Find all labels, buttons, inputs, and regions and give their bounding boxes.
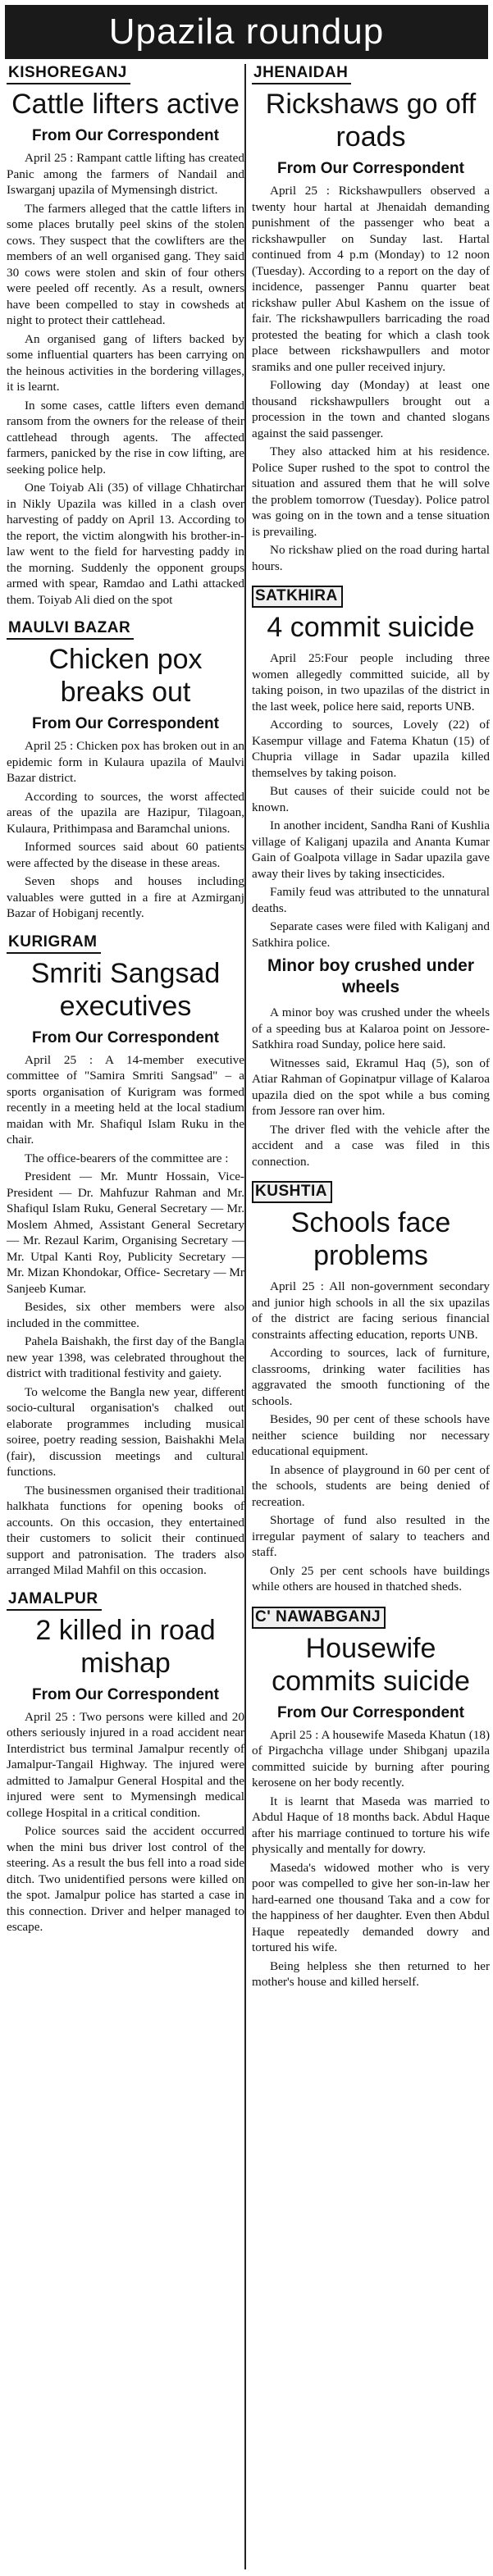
story-byline: From Our Correspondent bbox=[31, 1028, 219, 1046]
left-column bbox=[7, 64, 244, 1947]
story-location: KURIGRAM bbox=[7, 933, 101, 954]
right-column bbox=[252, 64, 490, 2002]
story-location: KISHOREGANJ bbox=[7, 64, 130, 84]
page-banner bbox=[5, 5, 488, 59]
story-paragraph: President — Mr. Muntr Hossain, Vice-President — Dr. Mahfuzur Rahman and Mr. Shafiqul Islam Ruku, General Secretary — Mr. Moslem Ahmed, Assistant General Secretary — Mr. Rezaul Karim, Organising Secretary — Mr. Utpal Kanti Roy, Publicity Secretary — Mr. Mizan Khondokar, Office- Secretary — Mr Sanjeeb Kumar. bbox=[7, 1169, 244, 1296]
story-schools bbox=[252, 1181, 490, 1595]
story-body bbox=[7, 150, 244, 608]
story-paragraph: Besides, 90 per cent of these schools have neither science building nor necessary educational equipment. bbox=[252, 1412, 490, 1458]
story-body bbox=[252, 650, 490, 951]
story-paragraph: According to sources, lack of furniture, classrooms, drinking water facilities has aggravated the smooth functioning of the schools. bbox=[252, 1346, 490, 1408]
story-headline: Chicken pox breaks out bbox=[48, 644, 203, 708]
story-cattle-lifters bbox=[7, 64, 244, 608]
story-headline: 2 killed in road mishap bbox=[35, 1614, 216, 1679]
story-headline: Cattle lifters active bbox=[11, 89, 240, 120]
story-location: SATKHIRA bbox=[252, 586, 343, 608]
story-paragraph: It is learnt that Maseda was married to Abdul Haque of 18 months back. Abdul Haque after his marriage continued to torture his wife physically and mentally for dowry. bbox=[252, 1794, 490, 1856]
story-paragraph: April 25 : Rickshawpullers observed a twenty hour hartal at Jhenaidah demanding punishment of the passenger who beat a rickshawpuller on Sunday last. Hartal continued from 4 p.m (Monday) to 12 noon (Tuesday). According to a report on the day of incidence, passenger Pannu quarter beat rickshaw puller Abul Kashem on the issue of fair. The rickshawpullers barricading the road protested the beating for which a clash took place between rickshawpullers and motor sramiks and one puller received injury. bbox=[252, 184, 490, 374]
story-paragraph: Witnesses said, Ekramul Haq (5), son of Atiar Rahman of Gopinatpur village of Kalaroa upazila died on the spot while a bus coming from Jessore ran over him. bbox=[252, 1055, 490, 1118]
story-paragraph: A minor boy was crushed under the wheels of a speeding bus at Kalaroa point on Jessore-Satkhira road Sunday, police here said. bbox=[252, 1005, 490, 1051]
story-paragraph: Family feud was attributed to the unnatural deaths. bbox=[252, 885, 490, 915]
story-body bbox=[7, 1709, 244, 1935]
story-paragraph: In absence of playground in 60 per cent of the schools, students are being denied of recreation. bbox=[252, 1462, 490, 1509]
story-paragraph: April 25 : Two persons were killed and 20 others seriously injured in a road accident near Interdistrict bus terminal Jamalpur recently of Jamalpur-Tangail Highway. The injured were admitted to Jamalpur General Hospital and the injured were sent to Mymensingh medical college Hospital in a critical condition. bbox=[7, 1709, 244, 1820]
story-paragraph: Separate cases were filed with Kaliganj and Satkhira police. bbox=[252, 919, 490, 950]
story-location: JAMALPUR bbox=[7, 1590, 102, 1611]
story-paragraph: The farmers alleged that the cattle lifters in some places brutally peel skins of the stolen cows. They suspect that the cowlifters are the members of an well organised gang. They said 30 cows were stolen and skin of four others were peeled off recently. As a result, owners have been compelled to stay in cowsheds at night to protect their cattlehead. bbox=[7, 201, 244, 327]
story-headline: 4 commit suicide bbox=[267, 612, 475, 643]
story-body bbox=[7, 738, 244, 922]
story-body bbox=[252, 1727, 490, 1990]
column-divider bbox=[244, 64, 246, 2569]
story-paragraph: One Toiyab Ali (35) of village Chhatirchar in Nikly Upazila was killed in a clash over harvesting of paddy on April 13. According to the report, the victim alongwith his brother-in-law went to the field for harvesting paddy in the morning. Suddenly the opponent groups armed with spear, Ramdao and Lathi attacked them. Toiyab Ali died on the spot bbox=[7, 481, 244, 607]
story-paragraph: Seven shops and houses including valuables were gutted in a fire at Azmirganj Bazar of Hobiganj recently. bbox=[7, 874, 244, 920]
story-rickshaws bbox=[252, 64, 490, 574]
story-headline: Schools face problems bbox=[290, 1207, 451, 1271]
page-title: Upazila roundup bbox=[108, 11, 385, 52]
story-body bbox=[252, 1279, 490, 1595]
story-paragraph: According to sources, the worst affected areas of the upazila are Hazipur, Tilagoan, Kulaura, Prithimpasa and Baramchal unions. bbox=[7, 789, 244, 836]
story-byline: From Our Correspondent bbox=[31, 127, 219, 144]
story-sub-body bbox=[252, 1005, 490, 1169]
story-byline: From Our Correspondent bbox=[276, 1703, 464, 1721]
story-chicken-pox bbox=[7, 619, 244, 922]
story-headline: Housewife commits suicide bbox=[272, 1632, 470, 1697]
story-paragraph: The businessmen organised their traditional halkhata functions for opening books of accounts. On this occasion, they entertained their customers to solicit their continued support and patronisation. The traders also arranged Milad Mahfil on this occasion. bbox=[7, 1483, 244, 1577]
story-paragraph: They also attacked him at his residence. Police Super rushed to the spot to control the situation and assured them that he will solve the problem tomorrow (Tuesday). Police patrol was going on in the town and a tense situation is prevailing. bbox=[252, 445, 490, 539]
story-byline: From Our Correspondent bbox=[31, 715, 219, 732]
story-paragraph: Pahela Baishakh, the first day of the Bangla new year 1398, was celebrated throughout the district with traditional festivity and gaiety. bbox=[7, 1334, 244, 1380]
story-body bbox=[252, 183, 490, 574]
story-location: JHENAIDAH bbox=[252, 64, 351, 84]
story-location: MAULVI BAZAR bbox=[7, 619, 134, 640]
story-paragraph: The office-bearers of the committee are : bbox=[25, 1151, 229, 1165]
story-paragraph: In another incident, Sandha Rani of Kushlia village of Kaliganj upazila and Ananta Kumar Gain of Goalpota village in Sadar upazila gave away their lives by taking insecticides. bbox=[252, 818, 490, 881]
story-paragraph: Besides, six other members were also included in the committee. bbox=[7, 1300, 244, 1330]
story-paragraph: Informed sources said about 60 patients were affected by the disease in these areas. bbox=[7, 840, 244, 870]
story-subheadline: Minor boy crushed under wheels bbox=[267, 956, 475, 996]
story-four-suicide bbox=[252, 586, 490, 1169]
story-body bbox=[7, 1052, 244, 1579]
story-paragraph: An organised gang of lifters backed by some influential quarters has been carrying on the heinous activities in the bordering villages, it is learnt. bbox=[7, 331, 244, 394]
story-paragraph: To welcome the Bangla new year, different socio-cultural organisation's chalked out elaborate programmes including musical soiree, poetry reading session, Baishakhi Mela (fair), discussion meetings and cultural functions. bbox=[7, 1384, 244, 1479]
story-paragraph: Being helpless she then returned to her mother's house and killed herself. bbox=[252, 1958, 490, 1989]
story-paragraph: April 25 : All non-government secondary and junior high schools in all the six upazilas of the district are facing serious financial constraints affecting education, reports UNB. bbox=[252, 1279, 490, 1342]
story-location: KUSHTIA bbox=[252, 1181, 332, 1203]
story-paragraph: Following day (Monday) at least one thousand rickshawpullers brought out a procession in the town and chanted slogans against the said passenger. bbox=[252, 378, 490, 440]
story-headline: Smriti Sangsad executives bbox=[30, 957, 221, 1022]
story-byline: From Our Correspondent bbox=[31, 1685, 219, 1703]
story-housewife bbox=[252, 1607, 490, 1990]
story-byline: From Our Correspondent bbox=[276, 160, 464, 177]
story-paragraph: April 25 : A housewife Maseda Khatun (18) of Pirgachcha village under Shibganj upazila committed suicide by burning after pouring kerosene on her body recently. bbox=[252, 1727, 490, 1790]
story-paragraph: April 25:Four people including three women allegedly committed suicide, all by taking poison, in two upazilas of the district in the last week, police here said, reports UNB. bbox=[252, 651, 490, 714]
story-paragraph: April 25 : A 14-member executive committee of "Samira Smriti Sangsad" – a sports organisation of Kurigram was formed recently in a meeting held at the local stadium maidan with Mr. Shafiqul Islam Ruku in the chair. bbox=[7, 1052, 244, 1147]
story-paragraph: Maseda's widowed mother who is very poor was compelled to give her son-in-law her hard-earned one thousand Taka and a cow for the happiness of her daughter. Even then Abdul Haque repeatedly demanded dowry and tortured his wife. bbox=[252, 1860, 490, 1954]
story-paragraph: Only 25 per cent schools have buildings while others are housed in thatched sheds. bbox=[252, 1563, 490, 1593]
story-smriti-sangsad bbox=[7, 933, 244, 1579]
story-paragraph: April 25 : Rampant cattle lifting has created Panic among the farmers of Nandail and Iswarganj upazila of Mymensingh district. bbox=[7, 151, 244, 197]
story-paragraph: But causes of their suicide could not be known. bbox=[252, 784, 490, 814]
story-paragraph: In some cases, cattle lifters even demand ransom from the owners for the release of their cattlehead through agents. The affected farmers, panicked by the rise in cow lifting, are seeking police help. bbox=[7, 398, 244, 476]
story-location: C' NAWABGANJ bbox=[252, 1607, 386, 1629]
story-road-mishap bbox=[7, 1590, 244, 1935]
story-paragraph: According to sources, Lovely (22) of Kasempur village and Fatema Khatun (15) of Chupria village in Sadar upazila killed themselves by taking poison. bbox=[252, 718, 490, 780]
story-paragraph: Police sources said the accident occurred when the mini bus driver lost control of the steering. As a result the bus fell into a road side ditch. Two unidentified persons were killed on the spot. Jamalpur police has started a case in this connection. Driver and helper managed to escape. bbox=[7, 1824, 244, 1934]
story-paragraph: April 25 : Chicken pox has broken out in an epidemic form in Kulaura upazila of Maulvi Bazar district. bbox=[7, 739, 244, 785]
story-paragraph: No rickshaw plied on the road during hartal hours. bbox=[252, 543, 490, 573]
story-paragraph: Shortage of fund also resulted in the irregular payment of salary to teachers and staff. bbox=[252, 1513, 490, 1559]
story-headline: Rickshaws go off roads bbox=[265, 89, 477, 153]
story-paragraph: The driver fled with the vehicle after the accident and a case was filed in this connection. bbox=[252, 1122, 490, 1169]
